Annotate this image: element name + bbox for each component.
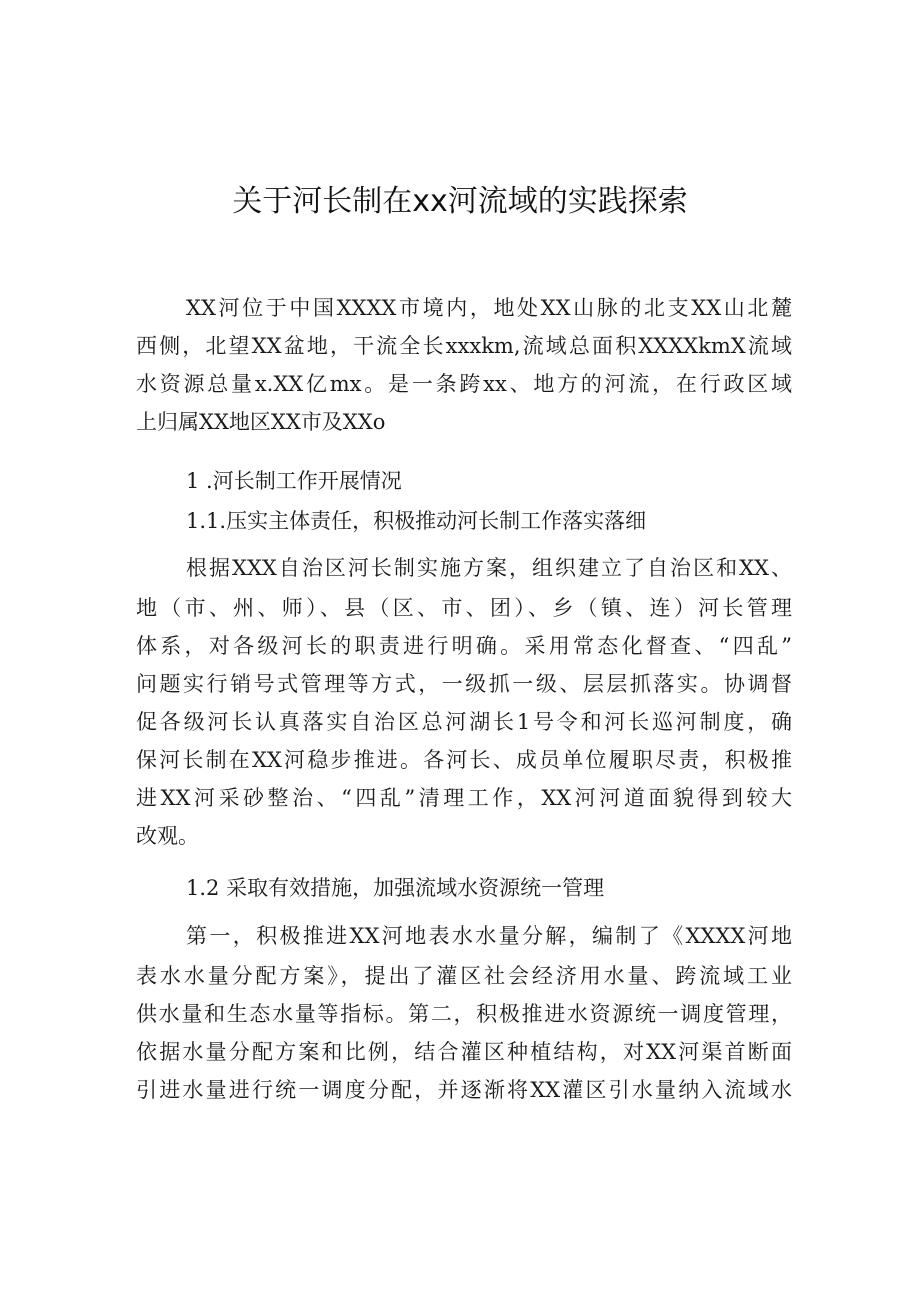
paragraph-line: 第一，积极推进XX河地表水水量分解，编制了《XXXX河地 bbox=[186, 924, 792, 948]
document-title: 关于河长制在xx河流域的实践探索 bbox=[232, 184, 688, 219]
paragraph-line: 依据水量分配方案和比例，结合灌区种植结构，对XX河渠首断面 bbox=[136, 1040, 792, 1064]
paragraph-line: 改观。 bbox=[136, 824, 199, 848]
paragraph-line: 促各级河长认真落实自治区总河湖长1号令和河长巡河制度，确 bbox=[136, 710, 792, 734]
paragraph-line: 体系，对各级河长的职责进行明确。采用常态化督查、“四乱” bbox=[136, 634, 792, 658]
paragraph-line: 表水水量分配方案》，提出了灌区社会经济用水量、跨流域工业 bbox=[136, 964, 792, 988]
paragraph-line: 水资源总量x.XX亿mx。是一条跨xx、地方的河流，在行政区域 bbox=[136, 372, 792, 396]
section-heading: 1 .河长制工作开展情况 bbox=[186, 469, 402, 493]
paragraph-line: 进XX河采砂整治、“四乱”清理工作，XX河河道面貌得到较大 bbox=[136, 786, 792, 810]
subsection-heading: 1.2 采取有效措施，加强流域水资源统一管理 bbox=[186, 876, 605, 900]
paragraph-line: XX河位于中国XXXX市境内，地处XX山脉的北支XX山北麓 bbox=[186, 296, 792, 320]
paragraph-line: 西侧，北望XX盆地，干流全长xxxkm,流域总面积XXXXkmX流域 bbox=[136, 334, 792, 358]
paragraph-line: 根据XXX自治区河长制实施方案，组织建立了自治区和XX、 bbox=[186, 556, 792, 580]
paragraph-line: 保河长制在XX河稳步推进。各河长、成员单位履职尽责，积极推 bbox=[136, 748, 792, 772]
paragraph-line: 地（市、州、师）、县（区、市、团）、乡（镇、连）河长管理 bbox=[136, 596, 792, 620]
paragraph-line: 供水量和生态水量等指标。第二，积极推进水资源统一调度管理， bbox=[136, 1002, 792, 1026]
paragraph-line: 引进水量进行统一调度分配，并逐渐将XX灌区引水量纳入流域水 bbox=[136, 1078, 792, 1102]
paragraph-line: 上归属XX地区XX市及XXo bbox=[136, 410, 386, 434]
subsection-heading: 1.1.压实主体责任，积极推动河长制工作落实落细 bbox=[186, 509, 647, 533]
paragraph-line: 问题实行销号式管理等方式，一级抓一级、层层抓落实。协调督 bbox=[136, 672, 792, 696]
